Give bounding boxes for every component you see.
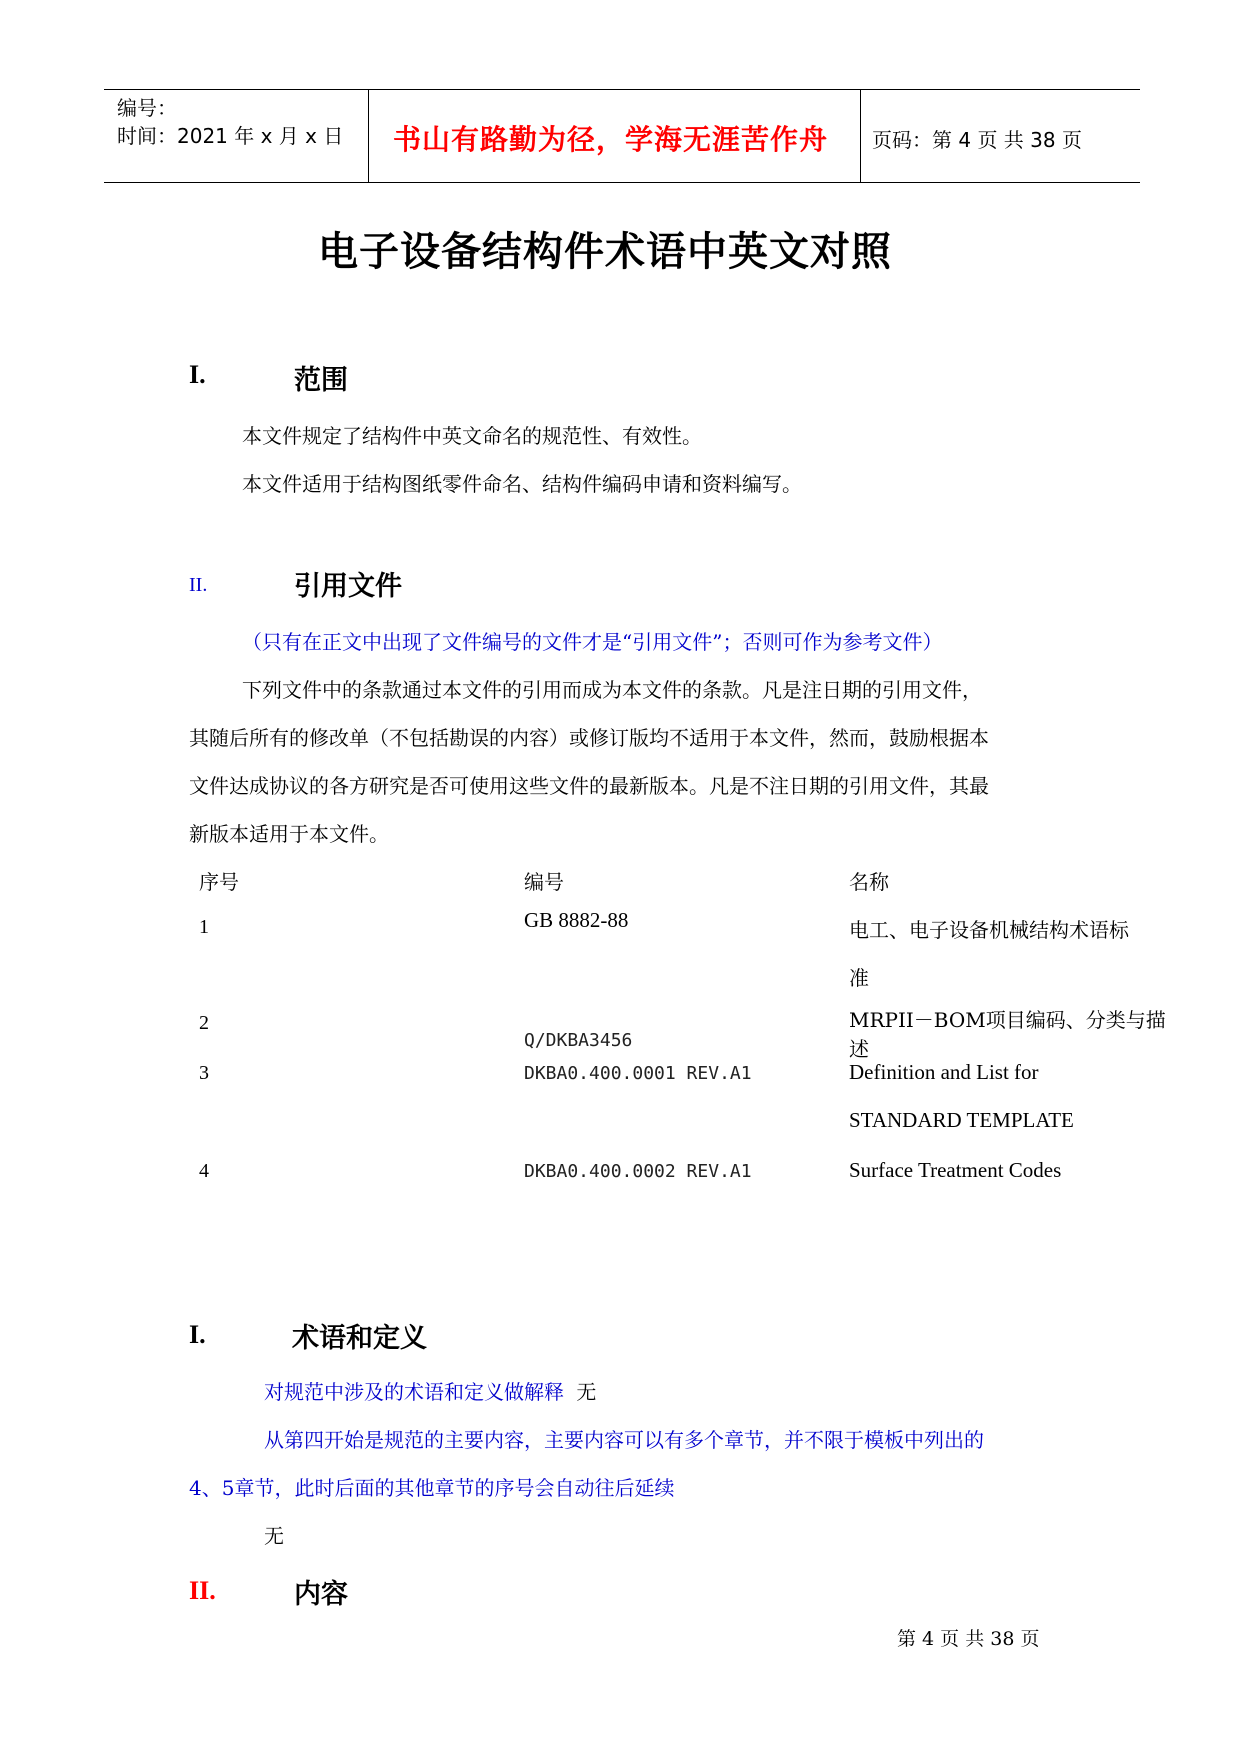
terms-note-1 (264, 1376, 596, 1405)
table-header-name: 名称 (849, 870, 889, 894)
table-header-no: 序号 (199, 870, 239, 894)
row-no: 2 (199, 1012, 209, 1034)
row-code: Q/DKBA3456 (524, 1030, 633, 1051)
section-terms-number: I. (189, 1320, 206, 1349)
row-no: 4 (199, 1160, 209, 1182)
terms-note-1-black: 无 (576, 1380, 597, 1404)
refs-note: （只有在正文中出现了文件编号的文件才是“引用文件”；否则可作为参考文件） (242, 630, 943, 654)
row-code: DKBA0.400.0002 REV.A1 (524, 1161, 752, 1182)
section-terms-title: 术语和定义 (292, 1323, 427, 1354)
row-name-line-2: 准 (849, 966, 869, 990)
header-bottom-rule (104, 182, 1140, 183)
refs-line-2: 其随后所有的修改单（不包括勘误的内容）或修订版均不适用于本文件，然而，鼓励根据本 (189, 726, 989, 750)
row-name-line-1: MRPII－BOM项目编码、分类与描 (849, 1008, 1166, 1032)
refs-line-4: 新版本适用于本文件。 (189, 822, 389, 846)
terms-none: 无 (264, 1524, 284, 1548)
row-code: DKBA0.400.0001 REV.A1 (524, 1063, 752, 1084)
section-refs-title: 引用文件 (294, 571, 402, 602)
section-content-title: 内容 (294, 1579, 348, 1610)
document-title: 电子设备结构件术语中英文对照 (318, 229, 892, 275)
row-name-line-2: 述 (849, 1037, 869, 1061)
section-content-number: II. (189, 1576, 216, 1605)
header-code-label: 编号： (117, 96, 177, 120)
terms-note-2a: 从第四开始是规范的主要内容，主要内容可以有多个章节，并不限于模板中列出的 (264, 1428, 984, 1452)
row-name-line-1: Surface Treatment Codes (849, 1158, 1062, 1182)
row-no: 3 (199, 1062, 209, 1084)
scope-paragraph-2: 本文件适用于结构图纸零件命名、结构件编码申请和资料编写。 (242, 472, 802, 496)
header-page-info: 页码：第 4 页 共 38 页 (872, 128, 1082, 152)
header-top-rule (104, 89, 1140, 90)
terms-note-1-blue: 对规范中涉及的术语和定义做解释 (264, 1380, 564, 1404)
row-name-line-1: Definition and List for (849, 1060, 1039, 1084)
table-header-code: 编号 (524, 870, 564, 894)
row-name-line-1: 电工、电子设备机械结构术语标 (849, 918, 1129, 942)
section-scope-number: I. (189, 360, 206, 389)
row-name-line-2: STANDARD TEMPLATE (849, 1108, 1074, 1132)
scope-paragraph-1: 本文件规定了结构件中英文命名的规范性、有效性。 (242, 424, 702, 448)
refs-line-1: 下列文件中的条款通过本文件的引用而成为本文件的条款。凡是注日期的引用文件， (242, 678, 982, 702)
section-scope-title: 范围 (294, 365, 348, 396)
header-motto: 书山有路勤为径，学海无涯苦作舟 (393, 123, 829, 156)
header-time: 时间：2021 年 x 月 x 日 (117, 124, 344, 148)
footer-page-number: 第 4 页 共 38 页 (897, 1628, 1040, 1650)
header-divider-left (368, 89, 369, 183)
header-divider-right (860, 89, 861, 183)
row-code: GB 8882-88 (524, 908, 629, 932)
terms-note-2b: 4、5章节，此时后面的其他章节的序号会自动往后延续 (189, 1476, 675, 1500)
refs-line-3: 文件达成协议的各方研究是否可使用这些文件的最新版本。凡是不注日期的引用文件，其最 (189, 774, 989, 798)
row-no: 1 (199, 916, 209, 938)
section-refs-number: II. (189, 574, 208, 596)
